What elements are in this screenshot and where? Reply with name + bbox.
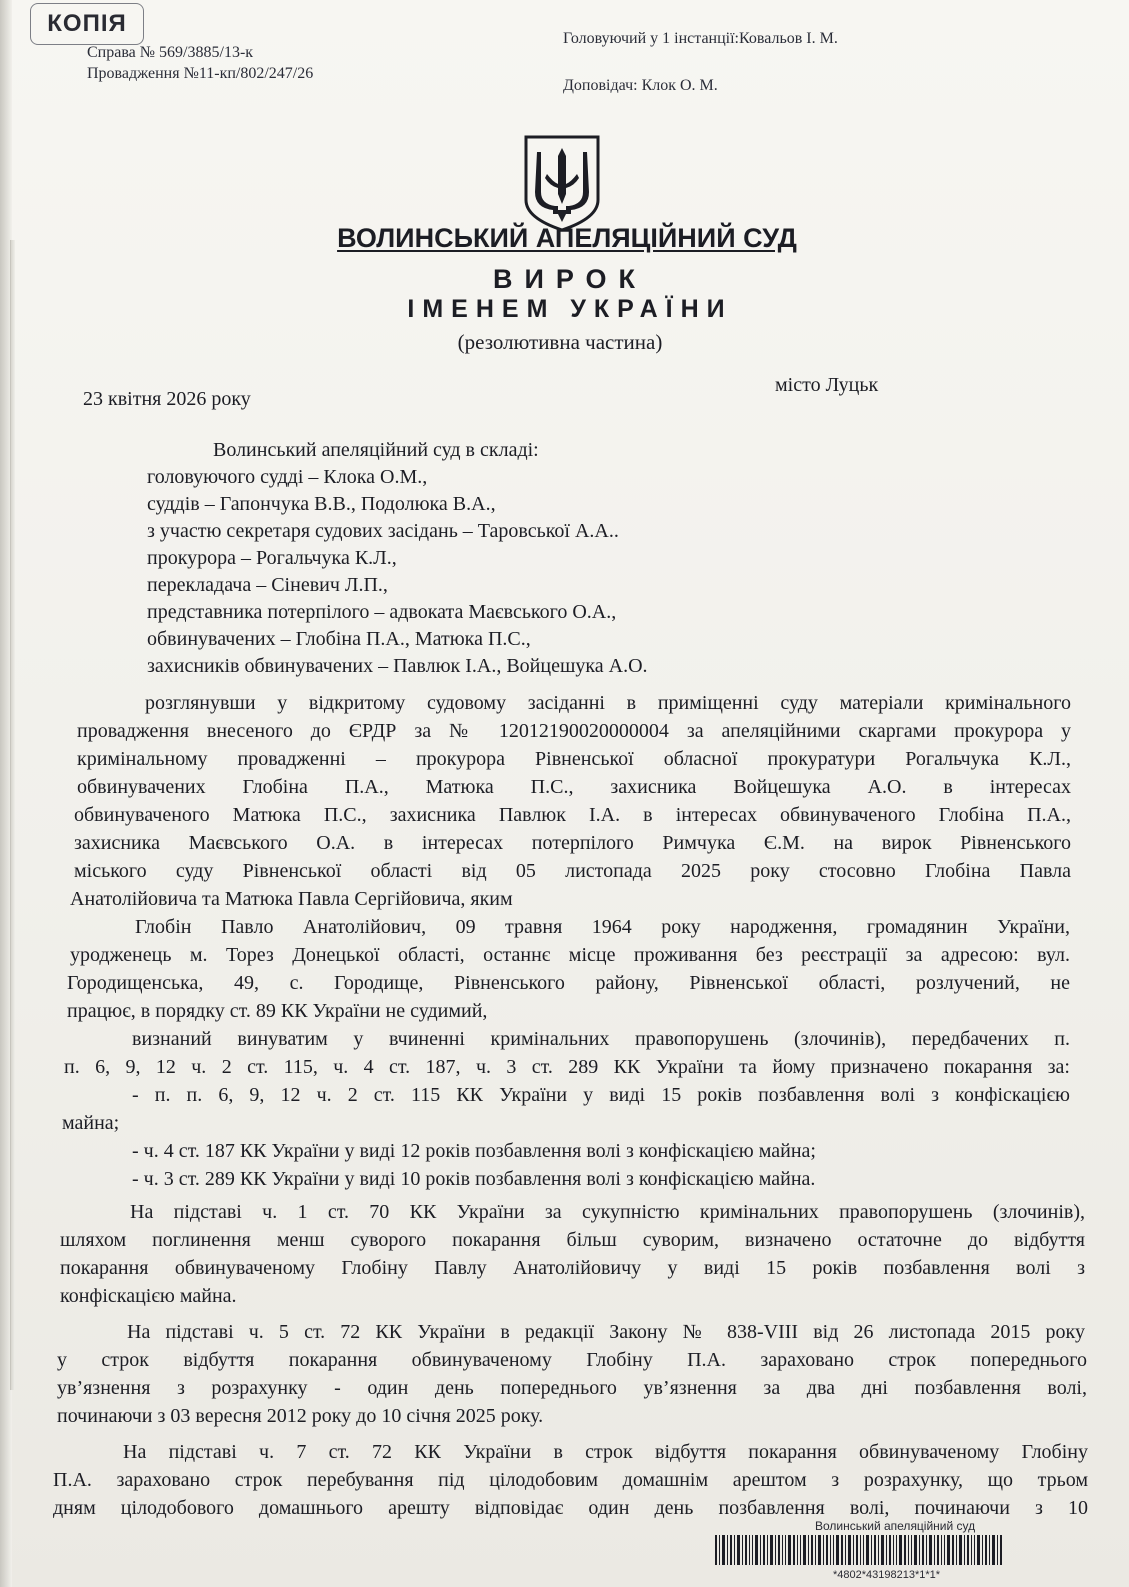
case-number: Справа № 569/3885/13-к: [87, 44, 254, 61]
body-line: захисника Маєвського О.А. в інтересах потерпілого Римчука Є.М. на вирок Рівненського: [74, 832, 1071, 854]
page-fold: [10, 240, 15, 1390]
body-line: На підставі ч. 1 ст. 70 КК України за сукупністю кримінальних правопорушень (злочинів),: [130, 1201, 1085, 1223]
body-line: майна;: [62, 1112, 120, 1134]
body-line: На підставі ч. 7 ст. 72 КК України в строк відбуття покарання обвинуваченому Глобіну: [123, 1441, 1088, 1463]
document-barcode: [715, 1519, 1015, 1585]
barcode-court-name: Волинський апеляційний суд: [815, 1519, 976, 1533]
composition-line: Волинський апеляційний суд в складі:: [213, 439, 539, 461]
body-line: дням цілодобового домашнього арешту відповідає один день позбавлення волі, починаючи з 10: [53, 1497, 1088, 1519]
body-line: обвинуваченого Матюка П.С., захисника Павлюк І.А. в інтересах обвинуваченого Глобіна П.А.,: [74, 804, 1071, 826]
body-line: Городищенська, 49, с. Городище, Рівненського району, Рівненської області, розлучений, не: [67, 972, 1070, 994]
body-line: провадження внесеного до ЄРДР за № 12012190020000004 за апеляційними скаргами прокурора у: [77, 720, 1071, 742]
body-line: конфіскацією майна.: [60, 1285, 237, 1307]
body-line: шляхом поглинення менш суворого покарання більш суворим, визначено остаточне до відбуття: [60, 1229, 1085, 1251]
barcode-icon: [715, 1535, 1015, 1567]
ukraine-trident-icon: [523, 134, 601, 232]
composition-line: представника потерпілого – адвоката Маєвського О.А.,: [147, 601, 617, 623]
barcode-number: *4802*43198213*1*1*: [833, 1569, 941, 1581]
composition-line: головуючого судді – Клока О.М.,: [147, 466, 428, 488]
composition-line: обвинувачених – Глобіна П.А., Матюка П.С.,: [147, 628, 531, 650]
first-instance-presiding: Головуючий у 1 інстанції:Ковальов І. М.: [563, 30, 838, 47]
body-line: у строк відбуття покарання обвинуваченому Глобіну П.А. зараховано строк попереднього: [57, 1349, 1087, 1371]
body-line: П.А. зараховано строк перебування під цілодобовим домашнім арештом з розрахунку, що трьом: [53, 1469, 1088, 1491]
body-line: обвинувачених Глобіна П.А., Матюка П.С., захисника Войцешука А.О. в інтересах: [77, 776, 1071, 798]
body-line: працює, в порядку ст. 89 КК України не судимий,: [67, 1000, 488, 1022]
body-line: кримінальному провадженні – прокурора Рівненської обласної прокуратури Рогальчука К.Л.,: [77, 748, 1071, 770]
body-line: розглянувши у відкритому судовому засіданні в приміщенні суду матеріали кримінального: [145, 692, 1071, 714]
body-line: визнаний винуватим у вчиненні кримінальних правопорушень (злочинів), передбачених п.: [132, 1028, 1070, 1050]
composition-line: перекладача – Сіневич Л.П.,: [147, 574, 388, 596]
composition-line: прокурора – Рогальчука К.Л.,: [147, 547, 397, 569]
copy-stamp: КОПІЯ: [30, 3, 144, 45]
body-line: починаючи з 03 вересня 2012 року до 10 січня 2025 року.: [57, 1405, 544, 1427]
body-line: - п. п. 6, 9, 12 ч. 2 ст. 115 КК України у виді 15 років позбавлення волі з конфіскацією: [132, 1084, 1070, 1106]
body-line: - ч. 3 ст. 289 КК України у виді 10 років позбавлення волі з конфіскацією майна.: [132, 1168, 816, 1190]
composition-line: суддів – Гапончука В.В., Подолюка В.А.,: [147, 493, 496, 515]
body-line: На підставі ч. 5 ст. 72 КК України в редакції Закону № 838-VIII від 26 листопада 2015 року: [127, 1321, 1085, 1343]
court-name: ВОЛИНСЬКИЙ АПЕЛЯЦІЙНИЙ СУД: [337, 223, 797, 253]
operative-part-note: (резолютивна частина): [457, 330, 663, 354]
body-line: уродженець м. Торез Донецької області, останнє місце проживання без реєстрації за адресою: вул.: [70, 944, 1070, 966]
body-line: покарання обвинуваченому Глобіну Павлу Анатолійовичу у виді 15 років позбавлення волі з: [60, 1257, 1085, 1279]
body-line: Глобін Павло Анатолійович, 09 травня 1964 року народження, громадянин України,: [135, 916, 1070, 938]
verdict-date: 23 квітня 2026 року: [83, 388, 251, 410]
in-name-of-ukraine: ІМЕНЕМ УКРАЇНИ: [407, 295, 733, 323]
body-line: Анатолійовича та Матюка Павла Сергійовича, яким: [70, 888, 513, 910]
body-line: ув’язнення з розрахунку - один день попереднього ув’язнення за два дні позбавлення волі,: [57, 1377, 1087, 1399]
body-line: - ч. 4 ст. 187 КК України у виді 12 років позбавлення волі з конфіскацією майна;: [132, 1140, 816, 1162]
reporting-judge: Доповідач: Клок О. М.: [563, 77, 718, 94]
body-line: п. 6, 9, 12 ч. 2 ст. 115, ч. 4 ст. 187, ч. 3 ст. 289 КК України та йому призначено покарання за:: [64, 1056, 1070, 1078]
composition-line: з участю секретаря судових засідань – Таровської А.А..: [147, 520, 619, 542]
verdict-city: місто Луцьк: [775, 374, 879, 396]
document-type: ВИРОК: [492, 264, 648, 294]
composition-line: захисників обвинувачених – Павлюк І.А., Войцешука А.О.: [147, 655, 648, 677]
body-line: міського суду Рівненської області від 05 листопада 2025 року стосовно Глобіна Павла: [74, 860, 1071, 882]
proceeding-number: Провадження №11-кп/802/247/26: [87, 65, 314, 82]
